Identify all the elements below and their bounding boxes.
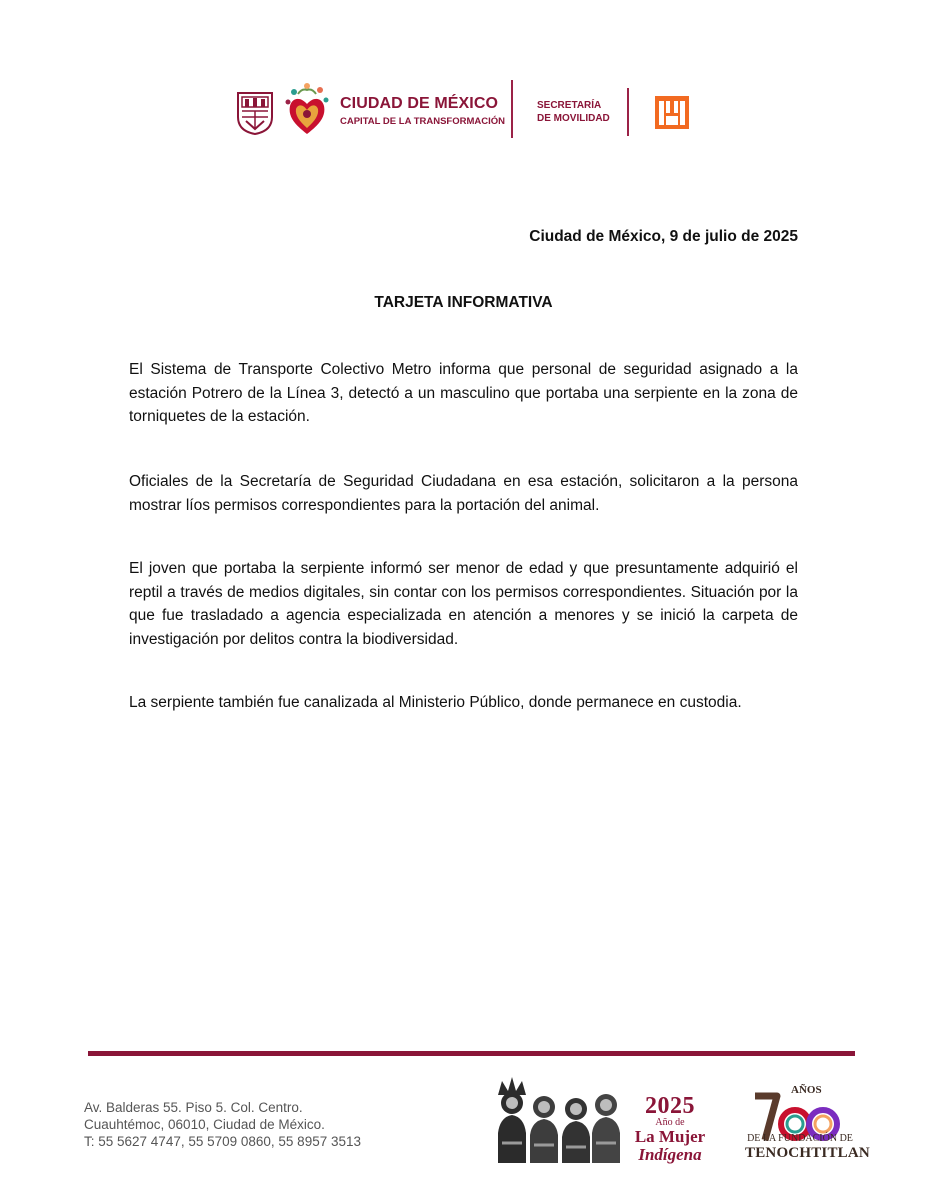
city-tagline: CAPITAL DE LA TRANSFORMACIÓN bbox=[340, 116, 506, 127]
header-divider bbox=[627, 88, 629, 136]
anniversary-city: TENOCHTITLAN bbox=[745, 1145, 870, 1161]
year-badge-line1: La Mujer bbox=[634, 1127, 706, 1146]
secretariat-name bbox=[537, 99, 610, 125]
footer-rule bbox=[88, 1051, 855, 1056]
address-line: Cuauhtémoc, 06010, Ciudad de México. bbox=[84, 1117, 325, 1132]
cdmx-shield-icon bbox=[236, 91, 274, 135]
heart-emblem-icon bbox=[284, 80, 330, 138]
document-date: Ciudad de México, 9 de julio de 2025 bbox=[529, 228, 798, 245]
address-line: Av. Balderas 55. Piso 5. Col. Centro. bbox=[84, 1100, 303, 1115]
secretariat-line-1: SECRETARÍA bbox=[537, 100, 602, 111]
metro-logo-icon bbox=[655, 96, 689, 129]
year-badge-year: 2025 bbox=[645, 1093, 695, 1119]
indigenous-women-illustration bbox=[486, 1073, 626, 1163]
footer-address bbox=[84, 1099, 444, 1150]
year-badge-small: Año de bbox=[655, 1117, 685, 1128]
city-name: CIUDAD DE MÉXICO bbox=[340, 95, 499, 112]
letterhead bbox=[0, 0, 927, 160]
anniversary-subtitle: DE LA FUNDACIÓN DE bbox=[747, 1133, 853, 1144]
paragraph: El joven que portaba la serpiente informó ser menor de edad y que presuntamente adquirió el reptil a través de medios digitales, sin contar con los permisos correspondientes. Situación por la que fue trasladado a agencia especializada en atención a menores y se inició la carpeta de investigación por delitos contra la biodiversidad. bbox=[129, 560, 798, 648]
paragraph: Oficiales de la Secretaría de Seguridad Ciudadana en esa estación, solicitaron a la persona mostrar líos permisos correspondientes para la portación del animal. bbox=[129, 473, 798, 514]
paragraph: La serpiente también fue canalizada al Ministerio Público, donde permanece en custodia. bbox=[129, 694, 742, 711]
header-divider bbox=[511, 80, 513, 138]
secretariat-line-2: DE MOVILIDAD bbox=[537, 113, 610, 124]
document-title: TARJETA INFORMATIVA bbox=[374, 294, 553, 311]
paragraph: El Sistema de Transporte Colectivo Metro informa que personal de seguridad asignado a la estación Potrero de la Línea 3, detectó a un masculino que portaba una serpiente en la zona de torniquetes de la estación. bbox=[129, 361, 798, 425]
year-badge bbox=[630, 1094, 710, 1163]
anniversary-anos: AÑOS bbox=[791, 1084, 822, 1096]
phone-line: T: 55 5627 4747, 55 5709 0860, 55 8957 3513 bbox=[84, 1134, 362, 1149]
year-badge-line2: Indígena bbox=[638, 1145, 702, 1164]
